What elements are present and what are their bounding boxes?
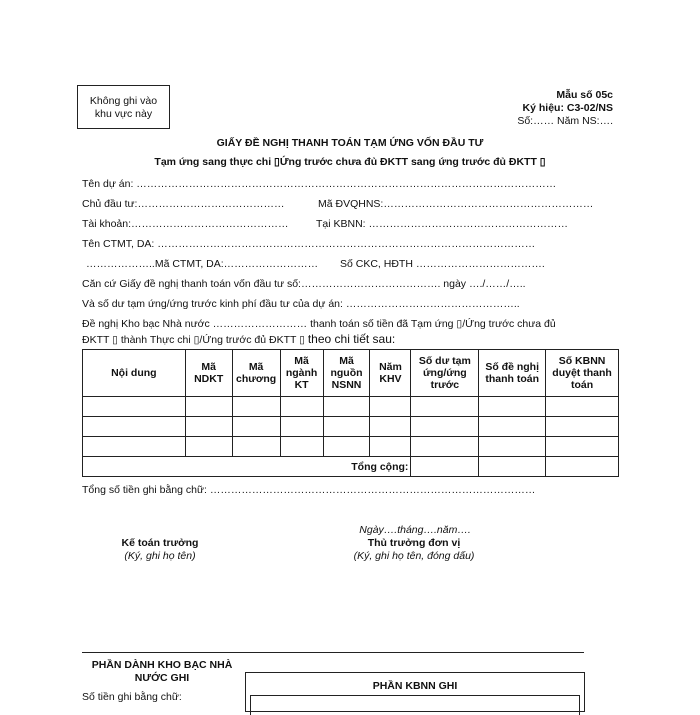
- header-chapter: Mã chương: [232, 350, 280, 397]
- payment-table: [82, 349, 619, 477]
- unit-head-signature: [354, 537, 475, 563]
- kbnn-box-title: PHẦN KBNN GHI: [372, 680, 458, 692]
- section-divider: [82, 652, 584, 653]
- treasury-amount-in-words: Số tiền ghi bằng chữ:: [82, 691, 182, 703]
- advance-balance-field: Và số dư tạm ứng/ứng trước kinh phí đầu tư của dự án: …………………………………………..: [82, 298, 520, 310]
- form-code-block: [517, 89, 613, 128]
- amount-in-words-field: Tổng số tiền ghi bằng chữ: …………………………………………………………………………………: [82, 484, 536, 496]
- unit-head-note: (Ký, ghi họ tên, đóng dấu): [353, 550, 475, 562]
- budget-unit-code-field: Mã ĐVQHNS:……………………………………………………: [318, 198, 594, 210]
- date-line: Ngày….tháng….năm….: [359, 524, 471, 536]
- not-for-writing-box: [77, 85, 170, 129]
- request-basis-field: Căn cứ Giấy đề nghị thanh toán vốn đầu tư số:…………………………………. ngày …./……/…..: [82, 278, 526, 290]
- header-sector: Mã ngành KT: [280, 350, 323, 397]
- table-row: [83, 397, 619, 417]
- form-code: Ký hiệu: C3-02/NS: [522, 102, 613, 114]
- header-approved: Số KBNN duyệt thanh toán: [546, 350, 619, 397]
- note-box-line-1: Không ghi vào: [89, 95, 158, 107]
- account-field: Tài khoản:………………………………………: [82, 218, 289, 230]
- program-code-field: ………………..Mã CTMT, DA:………………………: [86, 258, 319, 270]
- header-year: Năm KHV: [370, 350, 411, 397]
- request-line-2-options: ĐKTT ▯ thành Thực chi ▯/Ứng trước đủ ĐKTT ▯: [82, 334, 305, 346]
- document-title: GIẤY ĐỀ NGHỊ THANH TOÁN TẠM ỨNG VỐN ĐẦU TƯ: [216, 137, 484, 149]
- note-box-line-2: khu vực này: [94, 108, 153, 120]
- unit-head-title: Thủ trưởng đơn vị: [367, 537, 461, 549]
- document-subtitle: Tạm ứng sang thực chi ▯Ứng trước chưa đủ ĐKTT sang ứng trước đủ ĐKTT ▯: [154, 156, 546, 168]
- table-row: [83, 437, 619, 457]
- table-total-row: [83, 457, 619, 477]
- request-line-1: Đề nghị Kho bạc Nhà nước ……………………… thanh toán số tiền đã Tạm ứng ▯/Ứng trước chưa đủ: [82, 318, 556, 330]
- kbnn-location-field: Tại KBNN: …………………………………………………: [316, 218, 569, 230]
- request-line-2-details: theo chi tiết sau:: [307, 332, 396, 346]
- investor-field: Chủ đầu tư:……………………………………: [82, 198, 285, 210]
- form-number-year: Số:…… Năm NS:….: [517, 115, 613, 127]
- header-source: Mã nguồn NSNN: [323, 350, 370, 397]
- chief-accountant-signature: [122, 537, 199, 563]
- form-number: Mẫu số 05c: [556, 89, 613, 101]
- header-requested: Số đề nghị thanh toán: [479, 350, 546, 397]
- chief-accountant-title: Kế toán trưởng: [121, 537, 199, 549]
- cke-hdth-field: Số CKC, HĐTH ……………………………….: [340, 258, 545, 270]
- kbnn-box-inner: [250, 695, 580, 715]
- total-label: Tổng cộng:: [83, 457, 411, 477]
- table-header-row: [83, 350, 619, 397]
- project-name-field: Tên dự án: …………………………………………………………………………………………………………: [82, 178, 557, 190]
- header-balance: Số dư tạm ứng/ứng trước: [411, 350, 479, 397]
- table-row: [83, 417, 619, 437]
- header-ndkt: Mã NDKT: [185, 350, 232, 397]
- program-name-field: Tên CTMT, DA: ………………………………………………………………………………………………: [82, 238, 536, 250]
- header-content: Nội dung: [83, 350, 186, 397]
- request-line-2: [82, 332, 395, 346]
- kbnn-box: [245, 672, 585, 712]
- chief-accountant-note: (Ký, ghi họ tên): [124, 550, 196, 562]
- treasury-section-title: PHẦN DÀNH KHO BẠC NHÀ NƯỚC GHI: [91, 659, 233, 684]
